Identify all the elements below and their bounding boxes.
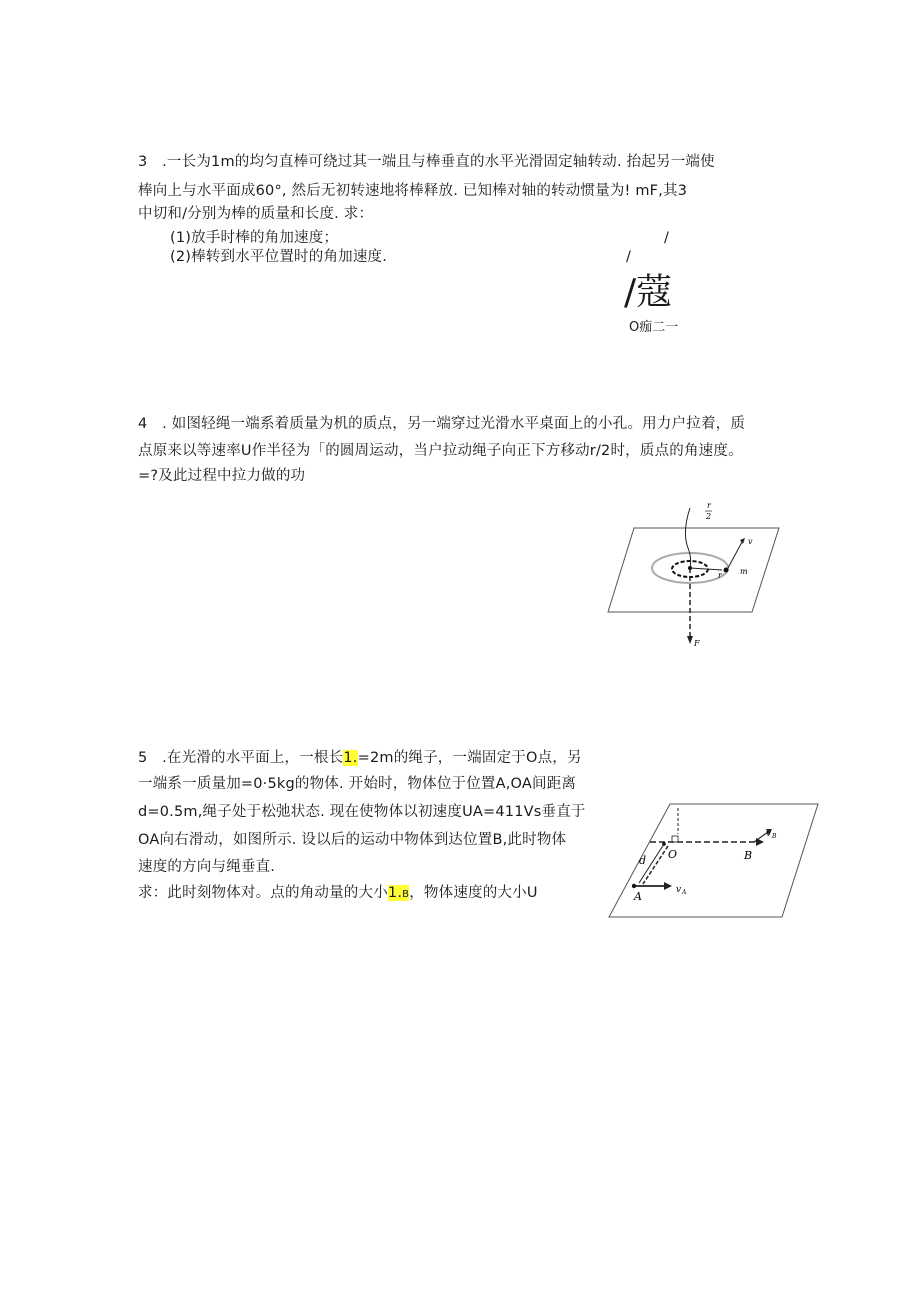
p3-line-2: 棒向上与水平面成60°, 然后无初转速地将棒释放. 已知棒对轴的转动惯量为! mF,其3 <box>138 183 688 199</box>
p5-right-angle-mark <box>672 836 678 842</box>
p5-label-O: O <box>668 848 678 861</box>
p3-mark-1: / <box>664 230 670 246</box>
p3-figure-caption: O痂二一 <box>629 320 679 335</box>
p5-rope <box>643 846 668 884</box>
p5-line-6 <box>138 883 538 905</box>
p5-line-6-L: 1. <box>387 885 403 901</box>
p5-figure <box>606 800 824 922</box>
p5-label-B: B <box>744 849 753 862</box>
p4-velocity-arrowhead <box>740 538 745 544</box>
p5-label-vA-sub: A <box>682 889 687 896</box>
p5-line-6-highlight <box>388 885 409 901</box>
p4-table-plane <box>608 528 779 612</box>
p4-label-m: m <box>740 567 748 576</box>
p5-line-4: OA向右滑动，如图所示. 设以后的运动中物体到达位置B,此时物体 <box>138 832 567 848</box>
p4-mass-point <box>724 568 729 573</box>
p5-label-A: A <box>634 890 642 903</box>
p4-line-3: =?及此过程中拉力做的功 <box>138 468 306 484</box>
p5-label-vA: v <box>676 885 682 895</box>
p5-point-A <box>632 884 636 888</box>
p3-line-1: 3 .一长为1m的均匀直棒可绕过其一端且与棒垂直的水平光滑固定轴转动. 抬起另一端使 <box>138 154 715 170</box>
p4-label-r: r <box>718 571 722 580</box>
p4-label-two: 2 <box>706 512 712 521</box>
p4-radius-line <box>690 568 722 570</box>
p4-hole <box>688 566 692 570</box>
p5-label-vB: v <box>766 829 772 839</box>
p4-figure <box>604 500 784 652</box>
p5-point-O <box>662 842 666 846</box>
p5-line-1-a: 5 .在光滑的水平面上，一根长 <box>138 750 344 766</box>
p5-line-1-highlight: 1. <box>343 750 358 766</box>
p3-mark-2: / <box>626 249 632 265</box>
p3-item-2: (2)棒转到水平位置时的角加速度. <box>170 249 388 265</box>
p5-vA-arrowhead <box>664 882 672 890</box>
p5-line-3: d=0.5m,绳子处于松弛状态. 现在使物体以初速度UA=411Vs垂直于 <box>138 804 586 820</box>
p5-line-1-b: =2m的绳子，一端固定于O点，另 <box>357 750 582 766</box>
p4-rope-top <box>685 508 690 568</box>
p5-line-6-sub: B <box>402 889 410 900</box>
p3-line-3: 中切和/分别为棒的质量和长度. 求： <box>138 206 374 222</box>
p4-line-1: 4 . 如图轻绳一端系着质量为机的质点，另一端穿过光滑水平桌面上的小孔。用力户拉着，质 <box>138 416 746 432</box>
p4-label-F: F <box>694 639 700 648</box>
p5-line-5: 速度的方向与绳垂直. <box>138 859 276 875</box>
p4-line-2: 点原来以等速率U作半径为「的圆周运动，当户拉动绳子向正下方移动r/2时，质点的角速度。 <box>138 443 743 459</box>
p4-label-r-top: r <box>707 501 711 510</box>
p4-velocity-line <box>728 542 742 568</box>
p5-line-1 <box>138 748 582 768</box>
p5-line-6-b: ，物体速度的大小U <box>409 885 538 901</box>
p5-line-2: 一端系一质量加=0·5kg的物体. 开始时，物体位于位置A,OA间距离 <box>138 776 577 792</box>
p3-item-1: (1)放手时棒的角加速度； <box>170 230 339 246</box>
p4-label-v: v <box>748 537 753 546</box>
p5-label-d: d <box>639 854 647 867</box>
p5-label-vB-sub: B <box>772 833 777 840</box>
p3-figure-glyph: /蔻 <box>624 272 673 313</box>
p4-force-arrowhead <box>687 636 693 644</box>
p5-line-6-a: 求：此时刻物体对。点的角动量的大小 <box>138 885 388 901</box>
